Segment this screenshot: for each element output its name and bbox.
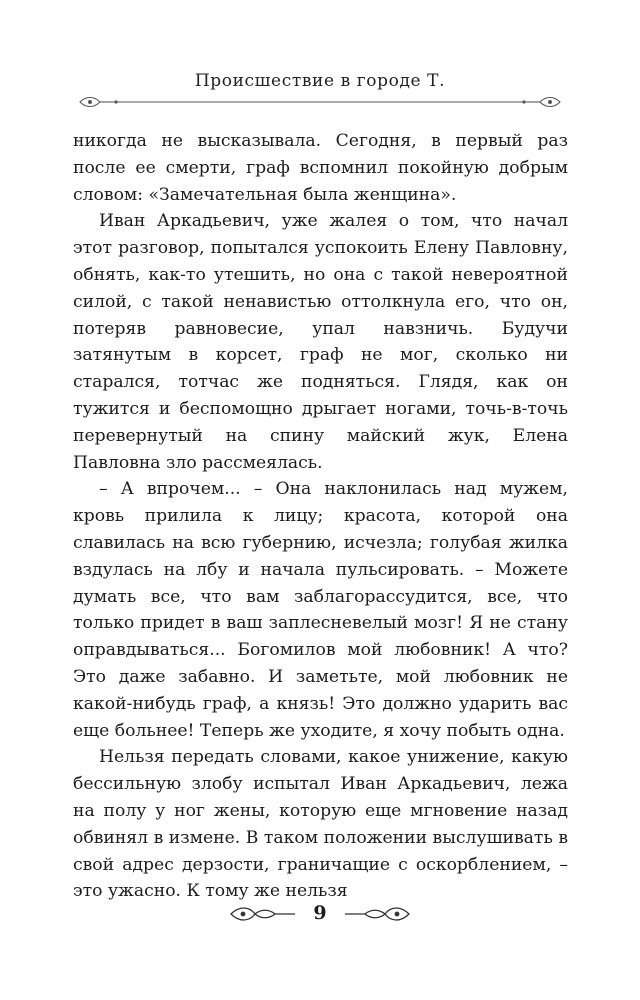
page-footer [0,900,640,928]
running-title: Происшествие в городе Т. [194,71,446,91]
paragraph-3: – А впрочем... – Она наклонилась над мужем, кровь прилила к лицу; красота, которой она славилась на всю губернию, исчезла; голубая жилка вздулась на лбу и начала пульсировать. – Можете думать все, что вам заблагорассудится, все, что только придет в ваш заплесневелый мозг! Я не стану оправдываться... Богомилов мой любовник! А что? Это даже забавно. И заметьте, мой любовник не какой-нибудь граф, а князь! Это должно ударить вас еще больнее! Теперь же уходите, я хочу побыть одна. [73,479,568,741]
paragraph-4: Нельзя передать словами, какое унижение, какую бессильную злобу испытал Иван Аркадьевич, лежа на полу у ног жены, которую еще мгновение назад обвинял в измене. В таком положении выслушивать в свой адрес дерзости, граничащие с оскорблением, – это ужасно. К тому же нельзя [73,747,568,902]
paragraph-1: никогда не высказывала. Сегодня, в первый раз после ее смерти, граф вспомнил покойную добрым словом: «Замечательная была женщина». [73,131,568,205]
page-header [0,70,640,92]
body-text [73,128,568,905]
page-number: 9 [313,902,327,924]
decorative-rule-icon [78,93,562,111]
paragraph-2: Иван Аркадьевич, уже жалея о том, что начал этот разговор, попытался успокоить Елену Павловну, обнять, как-то утешить, но она с такой невероятной силой, с такой ненавистью оттолкнула его, что он, потеряв равновесие, упал навзничь. Будучи затянутым в корсет, граф не мог, сколько ни старался, тотчас же подняться. Глядя, как он тужится и беспомощно дрыгает ногами, точь-в-точь перевернутый на спину майский жук, Елена Павловна зло рассмеялась. [73,211,568,473]
